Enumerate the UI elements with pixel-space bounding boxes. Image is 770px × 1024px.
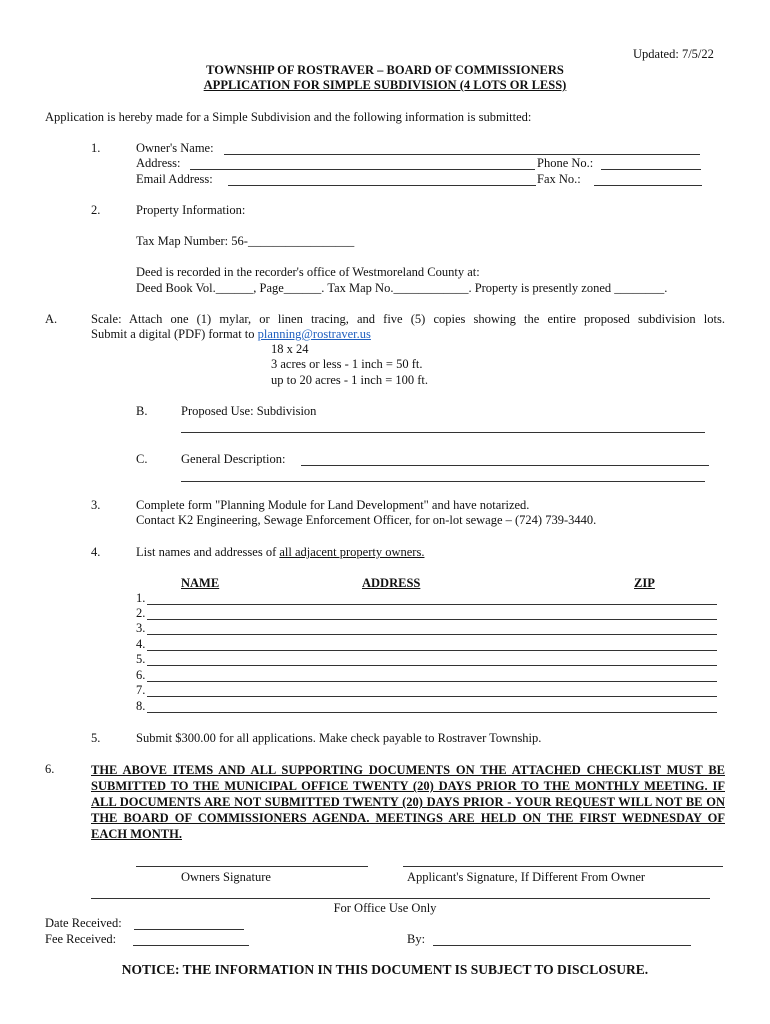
submission-deadline-notice: THE ABOVE ITEMS AND ALL SUPPORTING DOCUMENTS ON THE ATTACHED CHECKLIST MUST BE SUBMITTED TO THE MUNICIPAL OFFICE TWENTY (20) DAYS PRIOR TO THE MONTHLY MEETING. IF ALL DOCUMENTS ARE NOT SUBMITTED TWENTY (20) DAYS PRIOR - YOUR REQUEST WILL NOT BE ON THE BOARD OF COMMISSIONERS AGENDA. MEETINGS ARE HELD ON THE FIRST WEDNESDAY OF EACH MONTH. — [91, 763, 725, 841]
item-number: 2. — [91, 203, 101, 217]
submit-digital — [91, 327, 371, 342]
list-item-number: 5. — [136, 652, 146, 666]
proposed-use-field[interactable] — [181, 432, 705, 433]
list-item-number: 6. — [136, 668, 146, 682]
owner-signature-label: Owners Signature — [181, 870, 271, 884]
list-item-number: 8. — [136, 699, 146, 713]
list-item-number: 4. — [136, 637, 146, 651]
list-item-number: 1. — [136, 591, 146, 605]
disclosure-notice: NOTICE: THE INFORMATION IN THIS DOCUMENT IS SUBJECT TO DISCLOSURE. — [121, 962, 649, 977]
k2-engineering-text: Contact K2 Engineering, Sewage Enforcement Officer, for on-lot sewage – (724) 739-3440. — [136, 513, 597, 527]
property-info-label: Property Information: — [136, 203, 246, 217]
fax-label: Fax No.: — [537, 172, 581, 186]
item-number: 5. — [91, 731, 101, 745]
general-description-label: General Description: — [181, 452, 286, 466]
office-use-divider — [91, 898, 710, 899]
list-item-field[interactable] — [147, 650, 717, 651]
date-received-field[interactable] — [134, 929, 244, 930]
adjacent-owners-text — [136, 545, 424, 560]
list-item-number: 2. — [136, 606, 146, 620]
phone-label: Phone No.: — [537, 156, 594, 170]
column-header-address: ADDRESS — [362, 576, 421, 590]
adjacent-owners-emphasis: all adjacent property owners. — [279, 545, 425, 559]
adjacent-owners-lead: List names and addresses of — [136, 545, 280, 559]
item-number: 4. — [91, 545, 101, 559]
by-field[interactable] — [433, 945, 691, 946]
owner-signature-field[interactable] — [136, 866, 368, 867]
list-item-field[interactable] — [147, 634, 717, 635]
list-item-field[interactable] — [147, 696, 717, 697]
item-number: 1. — [91, 141, 101, 155]
tax-map-number: Tax Map Number: 56-_________________ — [136, 234, 355, 248]
general-description-field-2[interactable] — [181, 481, 705, 482]
fee-received-label: Fee Received: — [45, 932, 117, 946]
item-letter: C. — [136, 452, 148, 466]
applicant-signature-field[interactable] — [403, 866, 723, 867]
item-number: 6. — [45, 762, 55, 776]
item-letter: B. — [136, 404, 148, 418]
planning-module-text: Complete form "Planning Module for Land Development" and have notarized. — [136, 498, 530, 512]
planning-email-link[interactable]: planning@rostraver.us — [257, 327, 371, 341]
phone-field[interactable] — [601, 169, 701, 170]
office-use-title: For Office Use Only — [333, 901, 437, 915]
address-field[interactable] — [190, 169, 535, 170]
fee-received-field[interactable] — [133, 945, 249, 946]
list-item-field[interactable] — [147, 712, 717, 713]
column-header-zip: ZIP — [634, 576, 655, 590]
item-number: 3. — [91, 498, 101, 512]
list-item-field[interactable] — [147, 604, 717, 605]
proposed-use-label: Proposed Use: Subdivision — [181, 404, 317, 418]
list-item-field[interactable] — [147, 665, 717, 666]
column-header-name: NAME — [181, 576, 220, 590]
owner-name-label: Owner's Name: — [136, 141, 214, 155]
date-received-label: Date Received: — [45, 916, 122, 930]
updated-date: Updated: 7/5/22 — [633, 47, 714, 61]
fax-field[interactable] — [594, 185, 702, 186]
list-item-number: 7. — [136, 683, 146, 697]
page-subtitle: APPLICATION FOR SIMPLE SUBDIVISION (4 LOTS OR LESS) — [203, 78, 567, 92]
owner-name-field[interactable] — [224, 154, 700, 155]
by-label: By: — [407, 932, 426, 946]
submit-digital-text: Submit a digital (PDF) format to — [91, 327, 258, 341]
email-field[interactable] — [228, 185, 536, 186]
scale-large: up to 20 acres - 1 inch = 100 ft. — [271, 373, 429, 387]
fee-instructions: Submit $300.00 for all applications. Make check payable to Rostraver Township. — [136, 731, 542, 745]
scale-small: 3 acres or less - 1 inch = 50 ft. — [271, 357, 423, 371]
deed-line-2: Deed Book Vol.______, Page______. Tax Map No.____________. Property is presently zoned ________. — [136, 281, 668, 295]
email-label: Email Address: — [136, 172, 213, 186]
list-item-field[interactable] — [147, 619, 717, 620]
intro-text: Application is hereby made for a Simple Subdivision and the following information is submitted: — [45, 110, 532, 124]
deed-line-1: Deed is recorded in the recorder's office of Westmoreland County at: — [136, 265, 480, 279]
list-item-field[interactable] — [147, 681, 717, 682]
list-item-number: 3. — [136, 621, 146, 635]
scale-size: 18 x 24 — [271, 342, 309, 356]
scale-instructions: Scale: Attach one (1) mylar, or linen tracing, and five (5) copies showing the entire proposed subdivision lots. — [91, 312, 725, 326]
applicant-signature-label: Applicant's Signature, If Different From Owner — [407, 870, 646, 884]
page-title: TOWNSHIP OF ROSTRAVER – BOARD OF COMMISSIONERS — [206, 63, 564, 77]
general-description-field[interactable] — [301, 465, 709, 466]
address-label: Address: — [136, 156, 181, 170]
item-letter: A. — [45, 312, 58, 326]
